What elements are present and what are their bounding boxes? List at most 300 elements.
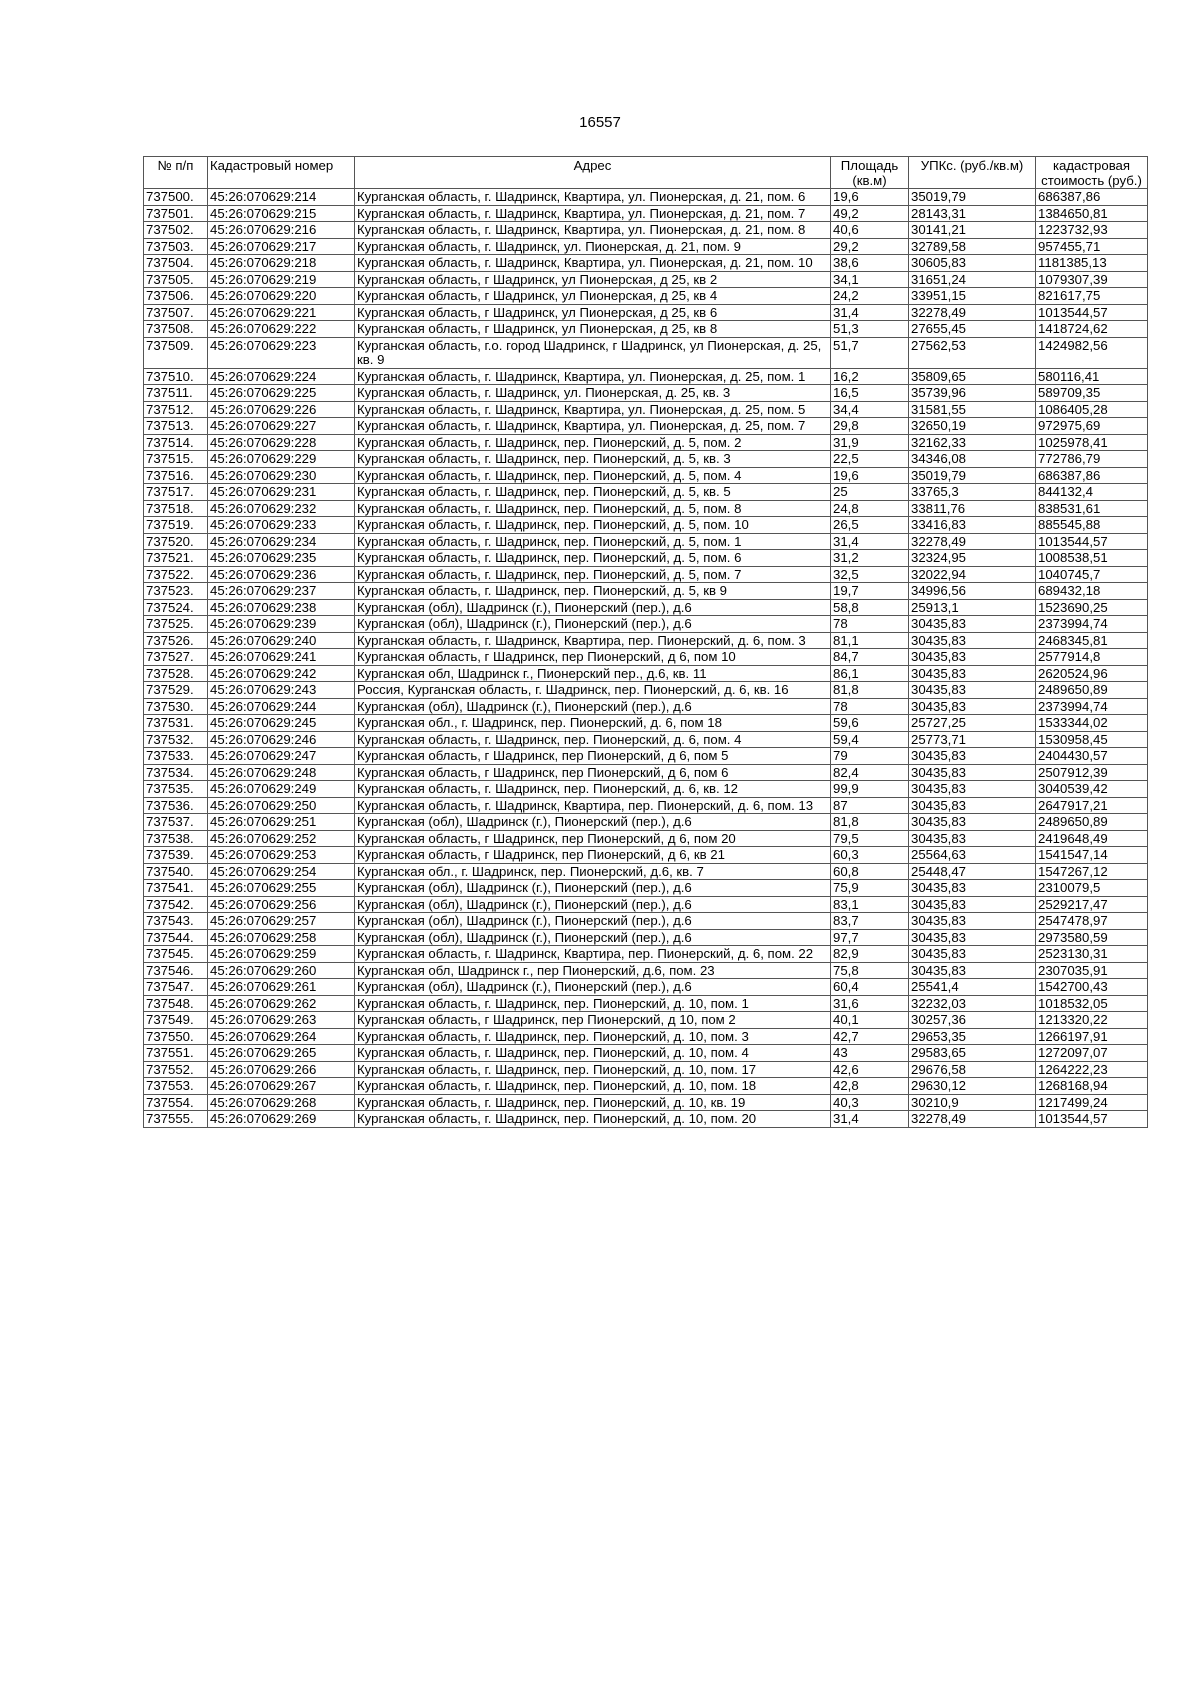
address-cell: Курганская область, г. Шадринск, пер. Пионерский, д. 5, пом. 7	[355, 566, 831, 583]
upks-cell: 30435,83	[909, 880, 1036, 897]
cadastral-number-cell: 45:26:070629:244	[208, 698, 355, 715]
cadastral-value-cell: 838531,61	[1036, 500, 1148, 517]
header-cadastral-value: кадастровая стоимость (руб.)	[1036, 157, 1148, 189]
cadastral-value-cell: 2523130,31	[1036, 946, 1148, 963]
upks-cell: 32232,03	[909, 995, 1036, 1012]
row-number-cell: 737505.	[144, 271, 208, 288]
cadastral-number-cell: 45:26:070629:240	[208, 632, 355, 649]
row-number-cell: 737536.	[144, 797, 208, 814]
area-cell: 59,6	[831, 715, 909, 732]
cadastral-number-cell: 45:26:070629:233	[208, 517, 355, 534]
area-cell: 19,6	[831, 467, 909, 484]
area-cell: 29,2	[831, 238, 909, 255]
header-area: Площадь (кв.м)	[831, 157, 909, 189]
cadastral-value-cell: 1533344,02	[1036, 715, 1148, 732]
upks-cell: 25773,71	[909, 731, 1036, 748]
row-number-cell: 737554.	[144, 1094, 208, 1111]
cadastral-value-cell: 1079307,39	[1036, 271, 1148, 288]
cadastral-value-cell: 1523690,25	[1036, 599, 1148, 616]
address-cell: Курганская область, г.о. город Шадринск, г Шадринск, ул Пионерская, д. 25, кв. 9	[355, 337, 831, 368]
area-cell: 51,7	[831, 337, 909, 368]
table-row	[144, 304, 1148, 321]
row-number-cell: 737511.	[144, 385, 208, 402]
area-cell: 82,9	[831, 946, 909, 963]
upks-cell: 25541,4	[909, 979, 1036, 996]
area-cell: 40,3	[831, 1094, 909, 1111]
row-number-cell: 737525.	[144, 616, 208, 633]
cadastral-number-cell: 45:26:070629:257	[208, 913, 355, 930]
area-cell: 75,8	[831, 962, 909, 979]
area-cell: 81,1	[831, 632, 909, 649]
cadastral-number-cell: 45:26:070629:248	[208, 764, 355, 781]
cadastral-number-cell: 45:26:070629:238	[208, 599, 355, 616]
upks-cell: 30435,83	[909, 913, 1036, 930]
address-cell: Курганская область, г. Шадринск, Квартира, ул. Пионерская, д. 25, пом. 7	[355, 418, 831, 435]
cadastral-number-cell: 45:26:070629:251	[208, 814, 355, 831]
area-cell: 87	[831, 797, 909, 814]
row-number-cell: 737550.	[144, 1028, 208, 1045]
area-cell: 78	[831, 616, 909, 633]
upks-cell: 30435,83	[909, 797, 1036, 814]
area-cell: 38,6	[831, 255, 909, 272]
cadastral-number-cell: 45:26:070629:237	[208, 583, 355, 600]
cadastral-number-cell: 45:26:070629:220	[208, 288, 355, 305]
cadastral-value-cell: 686387,86	[1036, 189, 1148, 206]
area-cell: 86,1	[831, 665, 909, 682]
row-number-cell: 737508.	[144, 321, 208, 338]
table-row	[144, 797, 1148, 814]
cadastral-value-cell: 2419648,49	[1036, 830, 1148, 847]
cadastral-number-cell: 45:26:070629:269	[208, 1111, 355, 1128]
address-cell: Курганская область, г. Шадринск, пер. Пионерский, д. 6, пом. 4	[355, 731, 831, 748]
area-cell: 60,3	[831, 847, 909, 864]
row-number-cell: 737524.	[144, 599, 208, 616]
upks-cell: 35019,79	[909, 467, 1036, 484]
upks-cell: 35019,79	[909, 189, 1036, 206]
cadastral-value-cell: 2468345,81	[1036, 632, 1148, 649]
upks-cell: 32324,95	[909, 550, 1036, 567]
area-cell: 24,8	[831, 500, 909, 517]
cadastral-number-cell: 45:26:070629:261	[208, 979, 355, 996]
cadastral-number-cell: 45:26:070629:224	[208, 368, 355, 385]
row-number-cell: 737519.	[144, 517, 208, 534]
row-number-cell: 737515.	[144, 451, 208, 468]
upks-cell: 35739,96	[909, 385, 1036, 402]
address-cell: Курганская (обл), Шадринск (г.), Пионерский (пер.), д.6	[355, 929, 831, 946]
cadastral-number-cell: 45:26:070629:266	[208, 1061, 355, 1078]
row-number-cell: 737540.	[144, 863, 208, 880]
cadastral-value-cell: 972975,69	[1036, 418, 1148, 435]
upks-cell: 30435,83	[909, 632, 1036, 649]
table-row	[144, 533, 1148, 550]
table-row	[144, 566, 1148, 583]
cadastral-value-table	[143, 156, 1148, 1128]
upks-cell: 25564,63	[909, 847, 1036, 864]
table-row	[144, 238, 1148, 255]
upks-cell: 32650,19	[909, 418, 1036, 435]
upks-cell: 30435,83	[909, 781, 1036, 798]
address-cell: Курганская область, г. Шадринск, ул. Пионерская, д. 25, кв. 3	[355, 385, 831, 402]
address-cell: Курганская область, г. Шадринск, пер. Пионерский, д. 5, пом. 4	[355, 467, 831, 484]
row-number-cell: 737545.	[144, 946, 208, 963]
table-row	[144, 271, 1148, 288]
area-cell: 19,6	[831, 189, 909, 206]
address-cell: Курганская область, г. Шадринск, пер. Пионерский, д. 5, пом. 2	[355, 434, 831, 451]
table-row	[144, 814, 1148, 831]
cadastral-value-cell: 2647917,21	[1036, 797, 1148, 814]
address-cell: Курганская область, г. Шадринск, пер. Пионерский, д. 10, пом. 1	[355, 995, 831, 1012]
address-cell: Курганская область, г. Шадринск, пер. Пионерский, д. 10, пом. 3	[355, 1028, 831, 1045]
address-cell: Курганская область, г Шадринск, ул Пионерская, д 25, кв 8	[355, 321, 831, 338]
address-cell: Курганская область, г Шадринск, ул Пионерская, д 25, кв 6	[355, 304, 831, 321]
table-row	[144, 1094, 1148, 1111]
cadastral-value-cell: 686387,86	[1036, 467, 1148, 484]
upks-cell: 30257,36	[909, 1012, 1036, 1029]
table-row	[144, 222, 1148, 239]
address-cell: Курганская область, г. Шадринск, пер. Пионерский, д. 5, пом. 8	[355, 500, 831, 517]
cadastral-value-cell: 1008538,51	[1036, 550, 1148, 567]
cadastral-number-cell: 45:26:070629:228	[208, 434, 355, 451]
row-number-cell: 737538.	[144, 830, 208, 847]
address-cell: Курганская область, г. Шадринск, пер. Пионерский, д. 5, пом. 10	[355, 517, 831, 534]
address-cell: Курганская область, г Шадринск, пер Пионерский, д 6, пом 6	[355, 764, 831, 781]
table-row	[144, 682, 1148, 699]
cadastral-number-cell: 45:26:070629:221	[208, 304, 355, 321]
upks-cell: 28143,31	[909, 205, 1036, 222]
cadastral-number-cell: 45:26:070629:245	[208, 715, 355, 732]
address-cell: Курганская область, г. Шадринск, Квартира, ул. Пионерская, д. 25, пом. 1	[355, 368, 831, 385]
address-cell: Курганская область, г. Шадринск, Квартира, ул. Пионерская, д. 21, пом. 7	[355, 205, 831, 222]
cadastral-number-cell: 45:26:070629:239	[208, 616, 355, 633]
row-number-cell: 737514.	[144, 434, 208, 451]
row-number-cell: 737512.	[144, 401, 208, 418]
address-cell: Курганская обл., г. Шадринск, пер. Пионерский, д.6, кв. 7	[355, 863, 831, 880]
upks-cell: 30435,83	[909, 830, 1036, 847]
cadastral-number-cell: 45:26:070629:230	[208, 467, 355, 484]
row-number-cell: 737551.	[144, 1045, 208, 1062]
row-number-cell: 737555.	[144, 1111, 208, 1128]
upks-cell: 30435,83	[909, 946, 1036, 963]
cadastral-number-cell: 45:26:070629:250	[208, 797, 355, 814]
table-body	[144, 189, 1148, 1128]
cadastral-value-cell: 1272097,07	[1036, 1045, 1148, 1062]
cadastral-value-cell: 2373994,74	[1036, 616, 1148, 633]
table-row	[144, 698, 1148, 715]
area-cell: 99,9	[831, 781, 909, 798]
cadastral-value-cell: 844132,4	[1036, 484, 1148, 501]
cadastral-value-cell: 1086405,28	[1036, 401, 1148, 418]
cadastral-number-cell: 45:26:070629:253	[208, 847, 355, 864]
address-cell: Курганская область, г. Шадринск, пер. Пионерский, д. 10, кв. 19	[355, 1094, 831, 1111]
address-cell: Курганская область, г Шадринск, ул Пионерская, д 25, кв 2	[355, 271, 831, 288]
upks-cell: 31651,24	[909, 271, 1036, 288]
table-row	[144, 517, 1148, 534]
area-cell: 24,2	[831, 288, 909, 305]
cadastral-number-cell: 45:26:070629:231	[208, 484, 355, 501]
row-number-cell: 737500.	[144, 189, 208, 206]
cadastral-number-cell: 45:26:070629:267	[208, 1078, 355, 1095]
cadastral-number-cell: 45:26:070629:254	[208, 863, 355, 880]
upks-cell: 32022,94	[909, 566, 1036, 583]
area-cell: 82,4	[831, 764, 909, 781]
cadastral-value-cell: 1223732,93	[1036, 222, 1148, 239]
row-number-cell: 737526.	[144, 632, 208, 649]
address-cell: Курганская область, г. Шадринск, Квартира, пер. Пионерский, д. 6, пом. 22	[355, 946, 831, 963]
table-row	[144, 550, 1148, 567]
cadastral-number-cell: 45:26:070629:259	[208, 946, 355, 963]
cadastral-value-cell: 3040539,42	[1036, 781, 1148, 798]
table-row	[144, 830, 1148, 847]
row-number-cell: 737504.	[144, 255, 208, 272]
table-row	[144, 896, 1148, 913]
upks-cell: 33811,76	[909, 500, 1036, 517]
cadastral-value-cell: 1424982,56	[1036, 337, 1148, 368]
cadastral-number-cell: 45:26:070629:215	[208, 205, 355, 222]
address-cell: Курганская (обл), Шадринск (г.), Пионерский (пер.), д.6	[355, 896, 831, 913]
cadastral-value-cell: 1040745,7	[1036, 566, 1148, 583]
row-number-cell: 737539.	[144, 847, 208, 864]
header-address: Адрес	[355, 157, 831, 189]
area-cell: 34,4	[831, 401, 909, 418]
area-cell: 40,6	[831, 222, 909, 239]
row-number-cell: 737520.	[144, 533, 208, 550]
cadastral-value-cell: 1264222,23	[1036, 1061, 1148, 1078]
table-row	[144, 500, 1148, 517]
cadastral-number-cell: 45:26:070629:265	[208, 1045, 355, 1062]
upks-cell: 30435,83	[909, 682, 1036, 699]
table-row	[144, 863, 1148, 880]
row-number-cell: 737506.	[144, 288, 208, 305]
row-number-cell: 737531.	[144, 715, 208, 732]
area-cell: 22,5	[831, 451, 909, 468]
table-row	[144, 913, 1148, 930]
table-row	[144, 451, 1148, 468]
upks-cell: 30435,83	[909, 698, 1036, 715]
upks-cell: 30435,83	[909, 814, 1036, 831]
row-number-cell: 737529.	[144, 682, 208, 699]
cadastral-value-cell: 772786,79	[1036, 451, 1148, 468]
table-row	[144, 616, 1148, 633]
area-cell: 51,3	[831, 321, 909, 338]
cadastral-number-cell: 45:26:070629:222	[208, 321, 355, 338]
cadastral-number-cell: 45:26:070629:256	[208, 896, 355, 913]
header-num: № п/п	[144, 157, 208, 189]
address-cell: Курганская (обл), Шадринск (г.), Пионерский (пер.), д.6	[355, 880, 831, 897]
table-row	[144, 1012, 1148, 1029]
upks-cell: 35809,65	[909, 368, 1036, 385]
cadastral-value-cell: 580116,41	[1036, 368, 1148, 385]
area-cell: 79	[831, 748, 909, 765]
cadastral-number-cell: 45:26:070629:216	[208, 222, 355, 239]
area-cell: 42,8	[831, 1078, 909, 1095]
table-row	[144, 321, 1148, 338]
address-cell: Курганская область, г. Шадринск, пер. Пионерский, д. 5, пом. 1	[355, 533, 831, 550]
header-upks: УПКс. (руб./кв.м)	[909, 157, 1036, 189]
cadastral-number-cell: 45:26:070629:249	[208, 781, 355, 798]
cadastral-number-cell: 45:26:070629:242	[208, 665, 355, 682]
cadastral-value-cell: 2489650,89	[1036, 682, 1148, 699]
row-number-cell: 737502.	[144, 222, 208, 239]
cadastral-number-cell: 45:26:070629:232	[208, 500, 355, 517]
area-cell: 26,5	[831, 517, 909, 534]
cadastral-value-cell: 1268168,94	[1036, 1078, 1148, 1095]
upks-cell: 33416,83	[909, 517, 1036, 534]
row-number-cell: 737535.	[144, 781, 208, 798]
address-cell: Курганская область, г Шадринск, пер Пионерский, д 6, пом 20	[355, 830, 831, 847]
cadastral-value-cell: 1213320,22	[1036, 1012, 1148, 1029]
area-cell: 42,6	[831, 1061, 909, 1078]
table-row	[144, 583, 1148, 600]
address-cell: Курганская обл, Шадринск г., Пионерский пер., д.6, кв. 11	[355, 665, 831, 682]
address-cell: Курганская область, г. Шадринск, пер. Пионерский, д. 10, пом. 20	[355, 1111, 831, 1128]
row-number-cell: 737528.	[144, 665, 208, 682]
area-cell: 75,9	[831, 880, 909, 897]
cadastral-value-cell: 2307035,91	[1036, 962, 1148, 979]
cadastral-value-cell: 1542700,43	[1036, 979, 1148, 996]
upks-cell: 25727,25	[909, 715, 1036, 732]
address-cell: Курганская область, г Шадринск, ул Пионерская, д 25, кв 4	[355, 288, 831, 305]
address-cell: Курганская область, г. Шадринск, ул. Пионерская, д. 21, пом. 9	[355, 238, 831, 255]
cadastral-number-cell: 45:26:070629:234	[208, 533, 355, 550]
row-number-cell: 737533.	[144, 748, 208, 765]
area-cell: 42,7	[831, 1028, 909, 1045]
cadastral-value-cell: 2577914,8	[1036, 649, 1148, 666]
address-cell: Курганская область, г Шадринск, пер Пионерский, д 6, пом 5	[355, 748, 831, 765]
upks-cell: 32789,58	[909, 238, 1036, 255]
upks-cell: 27562,53	[909, 337, 1036, 368]
address-cell: Курганская область, г Шадринск, пер Пионерский, д 10, пом 2	[355, 1012, 831, 1029]
area-cell: 81,8	[831, 682, 909, 699]
area-cell: 83,7	[831, 913, 909, 930]
cadastral-value-cell: 1025978,41	[1036, 434, 1148, 451]
area-cell: 16,2	[831, 368, 909, 385]
address-cell: Курганская область, г. Шадринск, Квартира, ул. Пионерская, д. 21, пом. 10	[355, 255, 831, 272]
table-row	[144, 748, 1148, 765]
table-row	[144, 731, 1148, 748]
row-number-cell: 737518.	[144, 500, 208, 517]
row-number-cell: 737501.	[144, 205, 208, 222]
table-row	[144, 401, 1148, 418]
address-cell: Курганская область, г. Шадринск, пер. Пионерский, д. 5, кв. 5	[355, 484, 831, 501]
row-number-cell: 737503.	[144, 238, 208, 255]
cadastral-value-cell: 2310079,5	[1036, 880, 1148, 897]
area-cell: 16,5	[831, 385, 909, 402]
area-cell: 40,1	[831, 1012, 909, 1029]
row-number-cell: 737546.	[144, 962, 208, 979]
table-row	[144, 995, 1148, 1012]
table-row	[144, 484, 1148, 501]
row-number-cell: 737509.	[144, 337, 208, 368]
cadastral-value-cell: 2529217,47	[1036, 896, 1148, 913]
address-cell: Курганская область, г. Шадринск, Квартира, ул. Пионерская, д. 21, пом. 6	[355, 189, 831, 206]
cadastral-number-cell: 45:26:070629:262	[208, 995, 355, 1012]
address-cell: Курганская область, г Шадринск, пер Пионерский, д 6, пом 10	[355, 649, 831, 666]
table-row	[144, 649, 1148, 666]
area-cell: 43	[831, 1045, 909, 1062]
address-cell: Курганская область, г. Шадринск, Квартира, пер. Пионерский, д. 6, пом. 13	[355, 797, 831, 814]
row-number-cell: 737541.	[144, 880, 208, 897]
cadastral-value-cell: 2620524,96	[1036, 665, 1148, 682]
table-row	[144, 1111, 1148, 1128]
row-number-cell: 737521.	[144, 550, 208, 567]
row-number-cell: 737542.	[144, 896, 208, 913]
row-number-cell: 737547.	[144, 979, 208, 996]
cadastral-number-cell: 45:26:070629:223	[208, 337, 355, 368]
address-cell: Курганская (обл), Шадринск (г.), Пионерский (пер.), д.6	[355, 698, 831, 715]
cadastral-number-cell: 45:26:070629:218	[208, 255, 355, 272]
table-row	[144, 434, 1148, 451]
upks-cell: 25913,1	[909, 599, 1036, 616]
upks-cell: 31581,55	[909, 401, 1036, 418]
table-row	[144, 1061, 1148, 1078]
upks-cell: 32278,49	[909, 304, 1036, 321]
upks-cell: 29630,12	[909, 1078, 1036, 1095]
area-cell: 19,7	[831, 583, 909, 600]
upks-cell: 33765,3	[909, 484, 1036, 501]
cadastral-number-cell: 45:26:070629:219	[208, 271, 355, 288]
area-cell: 31,2	[831, 550, 909, 567]
table-row	[144, 1045, 1148, 1062]
cadastral-value-cell: 2973580,59	[1036, 929, 1148, 946]
table-row	[144, 715, 1148, 732]
address-cell: Курганская обл., г. Шадринск, пер. Пионерский, д. 6, пом 18	[355, 715, 831, 732]
table-row	[144, 929, 1148, 946]
cadastral-value-cell: 1530958,45	[1036, 731, 1148, 748]
cadastral-number-cell: 45:26:070629:258	[208, 929, 355, 946]
cadastral-value-cell: 1181385,13	[1036, 255, 1148, 272]
cadastral-number-cell: 45:26:070629:243	[208, 682, 355, 699]
row-number-cell: 737534.	[144, 764, 208, 781]
area-cell: 29,8	[831, 418, 909, 435]
area-cell: 79,5	[831, 830, 909, 847]
upks-cell: 32278,49	[909, 1111, 1036, 1128]
row-number-cell: 737537.	[144, 814, 208, 831]
row-number-cell: 737548.	[144, 995, 208, 1012]
cadastral-value-cell: 957455,71	[1036, 238, 1148, 255]
upks-cell: 30605,83	[909, 255, 1036, 272]
upks-cell: 30141,21	[909, 222, 1036, 239]
upks-cell: 30435,83	[909, 748, 1036, 765]
header-cadastral-number: Кадастровый номер	[208, 157, 355, 189]
cadastral-number-cell: 45:26:070629:241	[208, 649, 355, 666]
area-cell: 59,4	[831, 731, 909, 748]
table-row	[144, 1078, 1148, 1095]
row-number-cell: 737553.	[144, 1078, 208, 1095]
table-row	[144, 205, 1148, 222]
cadastral-value-cell: 589709,35	[1036, 385, 1148, 402]
cadastral-number-cell: 45:26:070629:226	[208, 401, 355, 418]
cadastral-number-cell: 45:26:070629:214	[208, 189, 355, 206]
upks-cell: 29676,58	[909, 1061, 1036, 1078]
table-row	[144, 288, 1148, 305]
area-cell: 78	[831, 698, 909, 715]
table-row	[144, 847, 1148, 864]
area-cell: 32,5	[831, 566, 909, 583]
upks-cell: 29653,35	[909, 1028, 1036, 1045]
area-cell: 31,9	[831, 434, 909, 451]
upks-cell: 32278,49	[909, 533, 1036, 550]
cadastral-number-cell: 45:26:070629:246	[208, 731, 355, 748]
row-number-cell: 737513.	[144, 418, 208, 435]
address-cell: Курганская (обл), Шадринск (г.), Пионерский (пер.), д.6	[355, 979, 831, 996]
upks-cell: 34346,08	[909, 451, 1036, 468]
row-number-cell: 737516.	[144, 467, 208, 484]
row-number-cell: 737549.	[144, 1012, 208, 1029]
table-header	[144, 157, 1148, 189]
table-row	[144, 979, 1148, 996]
upks-cell: 30435,83	[909, 896, 1036, 913]
cadastral-number-cell: 45:26:070629:252	[208, 830, 355, 847]
